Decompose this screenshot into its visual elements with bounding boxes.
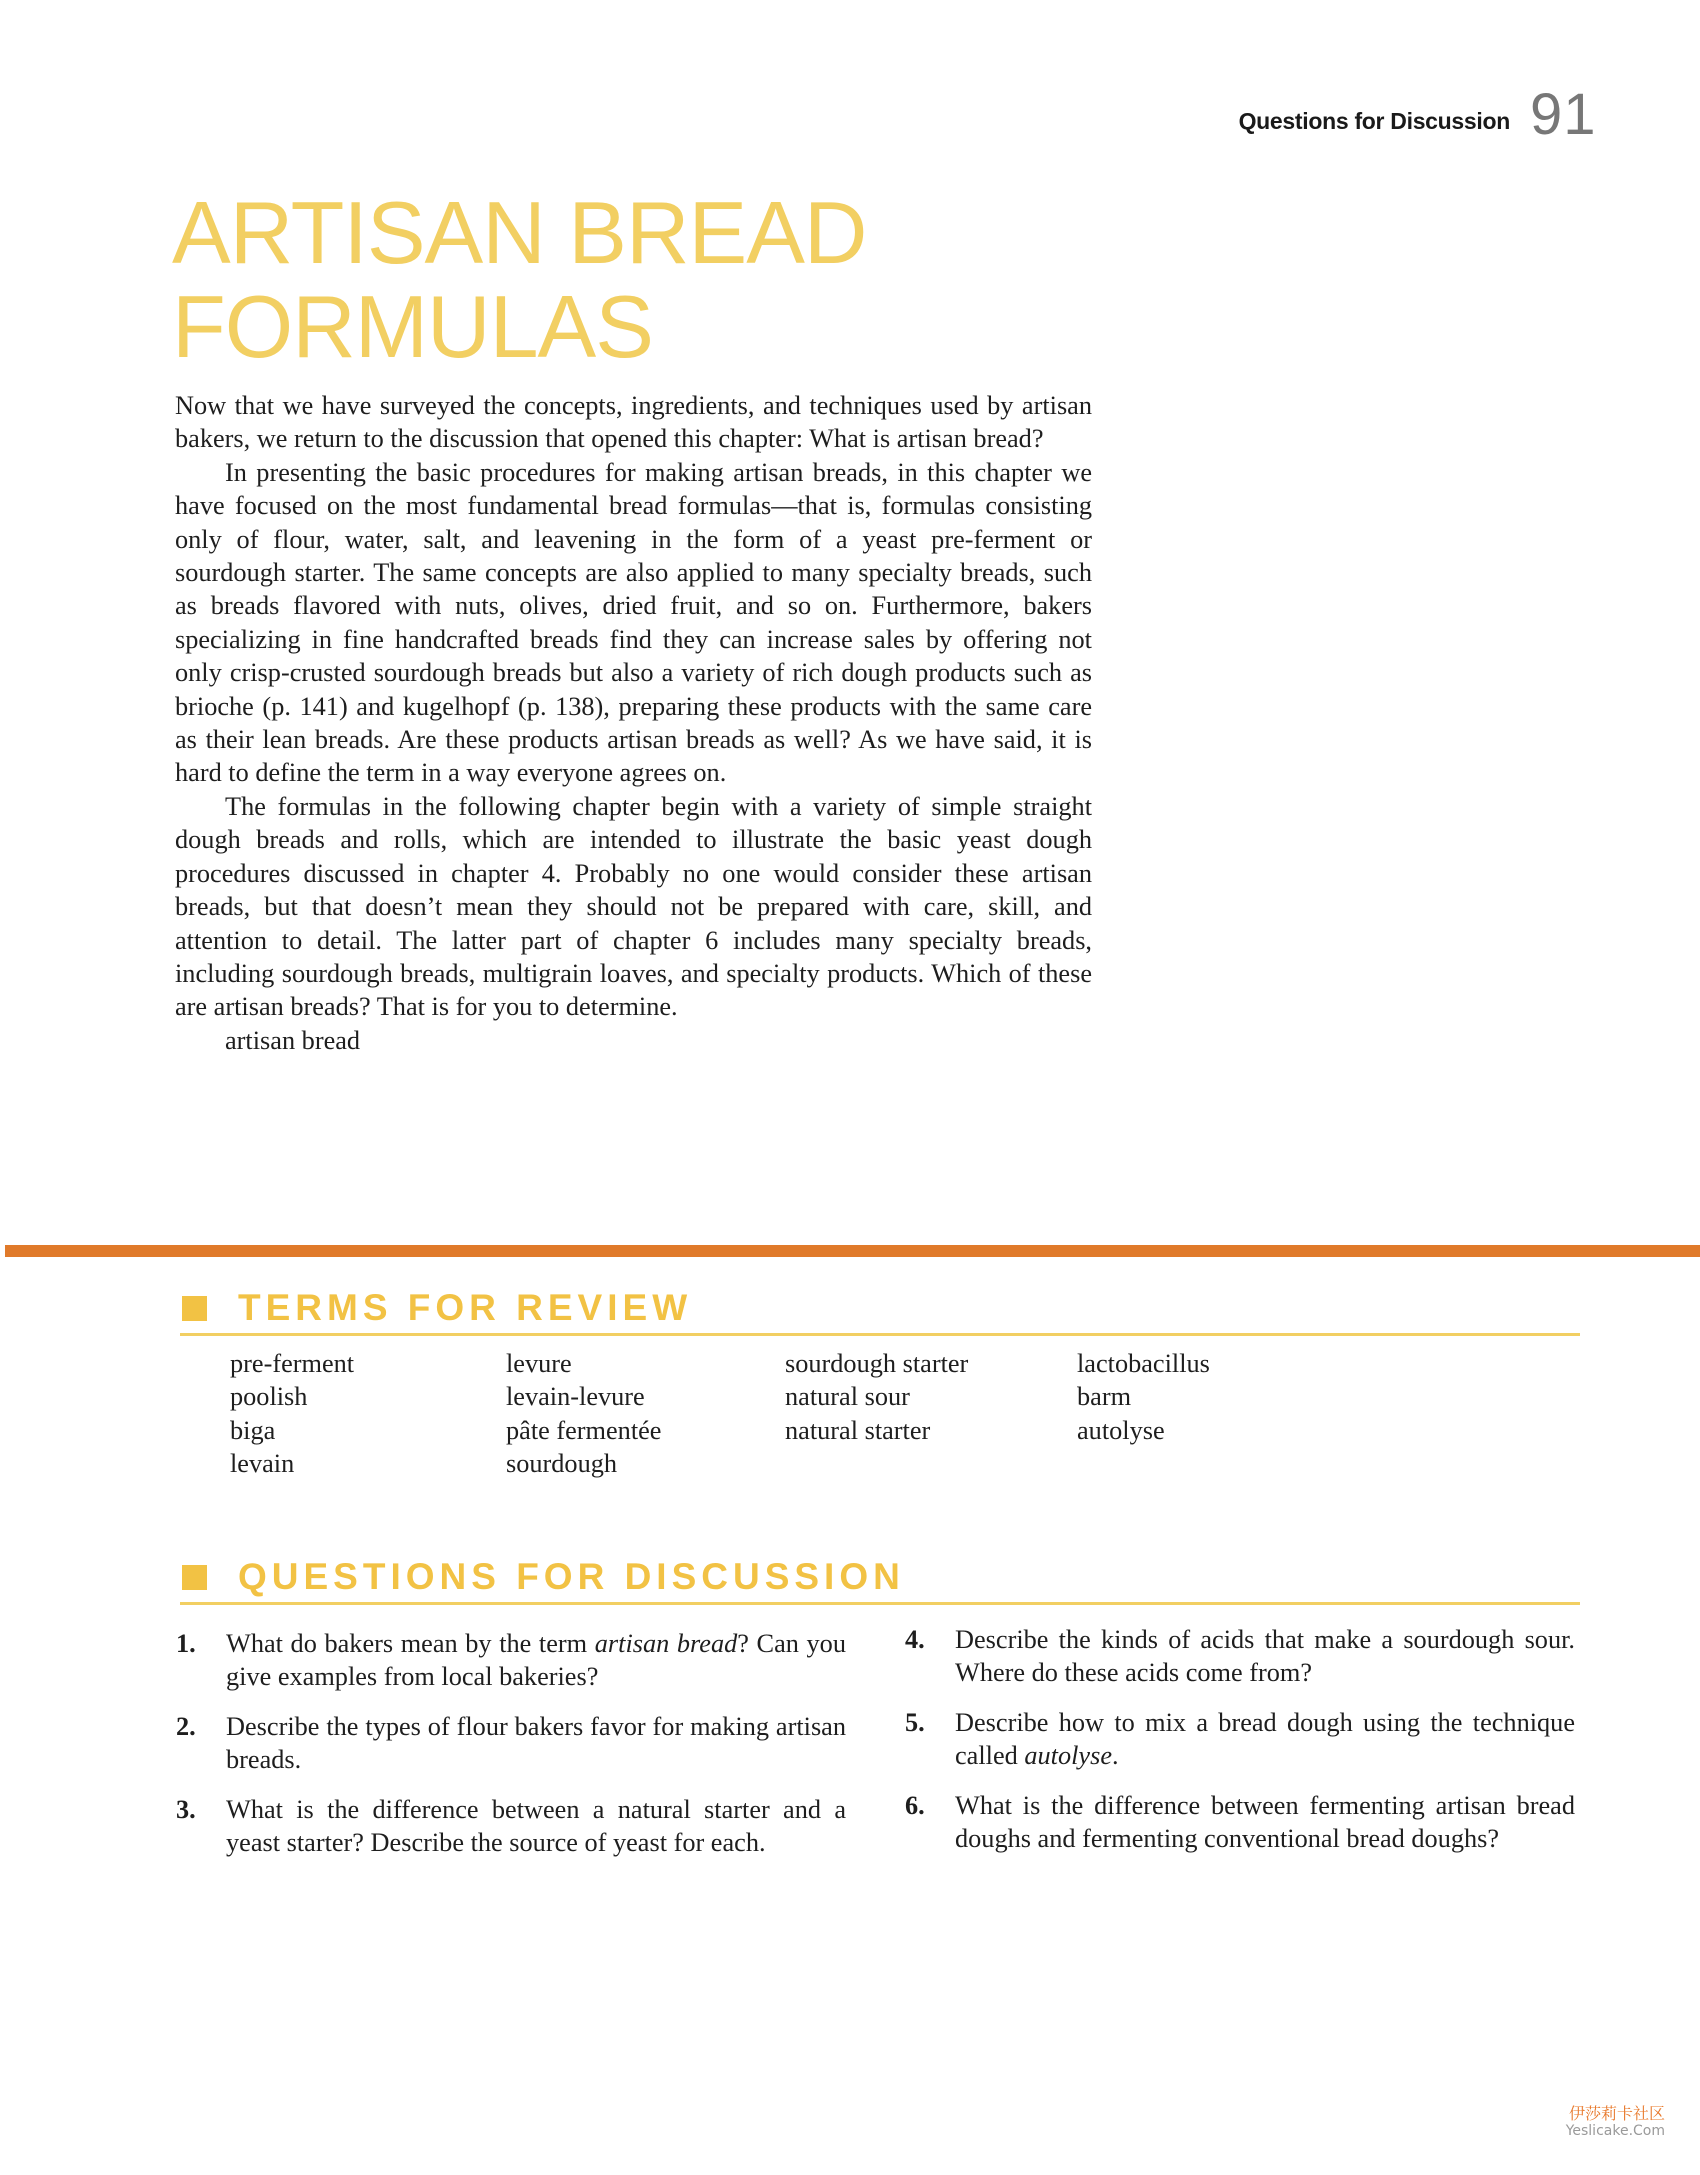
section-divider [5,1245,1700,1257]
questions-section-heading [180,1556,1580,1605]
terms-column [785,1347,968,1447]
term-item: levure [506,1349,572,1378]
question-number: 3. [176,1795,196,1824]
question-number: 2. [176,1712,196,1741]
terms-heading-label: TERMS FOR REVIEW [238,1287,693,1328]
term-item: sourdough starter [785,1349,969,1378]
body-paragraph: The formulas in the following chapter begin with a variety of simple straight dough breads and rolls, which are intended to illustrate the basic yeast dough procedures discussed in chapter 4. Probably no one would consider these artisan breads, but that doesn’t mean they should not be prepared with care, skill, and attention to detail. The latter part of chapter 6 includes many specialty breads, including sourdough breads, multigrain loaves, and specialty products. Which of these are artisan breads? That is for you to determine. [175,791,1092,1022]
heading-square-icon [182,1296,207,1321]
body-text [175,389,1092,1057]
body-paragraph: In presenting the basic procedures for making artisan breads, in this chapter we have focused on the most fundamental bread formulas—that is, formulas consisting only of flour, water, salt, and leavening in the form of a yeast pre-ferment or sourdough starter. The same concepts are also applied to many specialty breads, such as breads flavored with nuts, olives, dried fruit, and so on. Furthermore, bakers specializing in fine handcrafted breads find they can increase sales by offering not only crisp-crusted sourdough breads but also a variety of rich dough products such as brioche (p. 141) and kugelhopf (p. 138), preparing these products with the same care as their lean breads. Are these products artisan breads as well? As we have said, it is hard to define the term in a way everyone agrees on. [175,457,1092,788]
term-item: autolyse [1077,1415,1165,1445]
terms-column [230,1347,354,1481]
term-item: pre-ferment [230,1349,355,1378]
term-item: sourdough [506,1449,618,1479]
question-text: What is the difference between a natural starter and a yeast starter? Describe the source of yeast for each. [226,1795,846,1858]
page-title [172,183,992,376]
question-text [955,1706,1575,1773]
term-item: natural starter [785,1415,931,1445]
question-italic-term: autolyse [1024,1741,1112,1771]
question-number: 6. [905,1791,925,1820]
question-number: 4. [905,1625,925,1654]
term-item: biga [230,1415,276,1445]
term-item: levain-levure [506,1382,645,1412]
term-item: poolish [230,1382,308,1412]
question-text [226,1627,846,1694]
term-item: barm [1077,1382,1132,1412]
question-number: 1. [176,1629,196,1658]
terms-section-heading [180,1287,1580,1336]
watermark-site: Yeslicake.Com [1565,2123,1665,2140]
page-title-line-1: ARTISAN BREAD [172,183,867,282]
body-paragraph: Now that we have surveyed the concepts, ingredients, and techniques used by artisan bakers, we return to the discussion that opened this chapter: What is artisan bread? [175,391,1092,454]
question-italic-term: artisan bread [594,1629,738,1658]
question-text-part: . [1112,1741,1119,1771]
watermark [1500,2104,1665,2140]
question-text-part: ? Can you give examples from local bakeries? [226,1629,846,1692]
question-text-part: Describe how to mix a bread dough using the technique called [955,1708,1575,1771]
term-item: natural sour [785,1382,910,1412]
page-title-line-2: FORMULAS [172,277,653,376]
question-text: What is the difference between fermenting artisan bread doughs and fermenting conventional bread doughs? [955,1791,1575,1854]
term-item: levain [230,1449,295,1479]
watermark-chinese: 伊莎莉卡社区 [1568,2104,1665,2123]
question-text: Describe the kinds of acids that make a sourdough sour. Where do these acids come from? [955,1625,1575,1688]
question-number: 5. [905,1708,925,1737]
page-number: 91 [1530,82,1597,147]
question-text: Describe the types of flour bakers favor for making artisan breads. [226,1712,846,1775]
heading-square-icon [182,1565,207,1590]
questions-heading-label: QUESTIONS FOR DISCUSSION [238,1556,905,1597]
terms-column [1077,1347,1210,1447]
margin-term: artisan bread [225,1025,361,1055]
term-item: lactobacillus [1077,1349,1210,1378]
running-head: Questions for Discussion [1238,108,1510,134]
term-item: pâte fermentée [506,1415,662,1445]
question-text-part: What do bakers mean by the term [226,1629,595,1658]
terms-column [506,1347,661,1481]
